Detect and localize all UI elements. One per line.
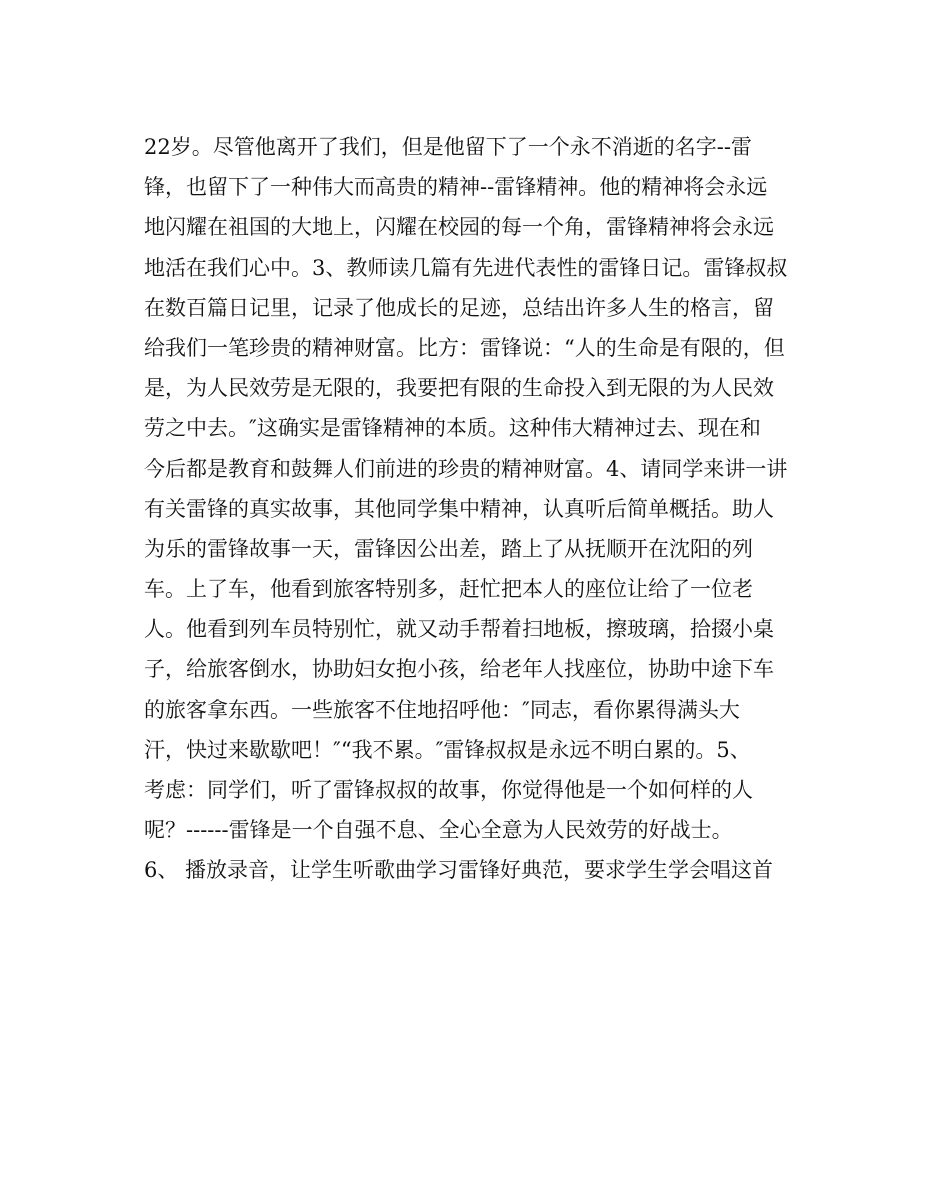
text-line-6: 给我们一笔珍贵的精神财富。比方：雷锋说：“人的生命是有限的，但 xyxy=(144,335,785,360)
text-line-13: 人。他看到列车员特别忙，就又动手帮着扫地板，擦玻璃，拾掇小桌 xyxy=(144,617,774,642)
text-line-8: 劳之中去。″这确实是雷锋精神的本质。这种伟大精神过去、现在和 xyxy=(144,416,761,441)
text-line-9: 今后都是教育和鼓舞人们前进的珍贵的精神财富。4、请同学来讲一讲 xyxy=(144,456,788,481)
text-line-16: 汗，快过来歇歇吧！″“我不累。″雷锋叔叔是永远不明白累的。5、 xyxy=(144,737,751,762)
text-line-1: 22岁。尽管他离开了我们，但是他留下了一个永不消逝的名字--雷 xyxy=(144,135,752,159)
text-line-5: 在数百篇日记里，记录了他成长的足迹，总结出许多人生的格言，留 xyxy=(144,295,774,320)
text-line-14: 子，给旅客倒水，协助妇女抱小孩，给老年人找座位，协助中途下车 xyxy=(144,657,774,682)
text-line-15: 的旅客拿东西。一些旅客不住地招呼他：″同志，看你累得满头大 xyxy=(144,697,740,722)
text-line-17: 考虑：同学们，听了雷锋叔叔的故事，你觉得他是一个如何样的人 xyxy=(144,778,753,802)
text-line-4: 地活在我们心中。3、教师读几篇有先进代表性的雷锋日记。雷锋叔叔 xyxy=(144,255,788,280)
text-line-11: 为乐的雷锋故事一天，雷锋因公出差，踏上了从抚顺开在沈阳的列 xyxy=(144,536,753,561)
text-line-12: 车。上了车，他看到旅客特别多，赶忙把本人的座位让给了一位老 xyxy=(144,577,753,602)
text-line-7: 是，为人民效劳是无限的，我要把有限的生命投入到无限的为人民效 xyxy=(144,376,774,401)
text-line-18: 呢？------雷锋是一个自强不息、全心全意为人民效劳的好战士。 xyxy=(144,818,733,843)
text-line-3: 地闪耀在祖国的大地上，闪耀在校园的每一个角，雷锋精神将会永远 xyxy=(144,215,774,240)
text-line-19: 6、 播放录音，让学生听歌曲学习雷锋好典范，要求学生学会唱这首 xyxy=(144,858,774,883)
text-line-10: 有关雷锋的真实故事，其他同学集中精神，认真听后简单概括。助人 xyxy=(144,496,774,521)
body-text xyxy=(144,127,824,891)
text-line-2: 锋，也留下了一种伟大而高贵的精神--雷锋精神。他的精神将会永远 xyxy=(144,175,768,200)
